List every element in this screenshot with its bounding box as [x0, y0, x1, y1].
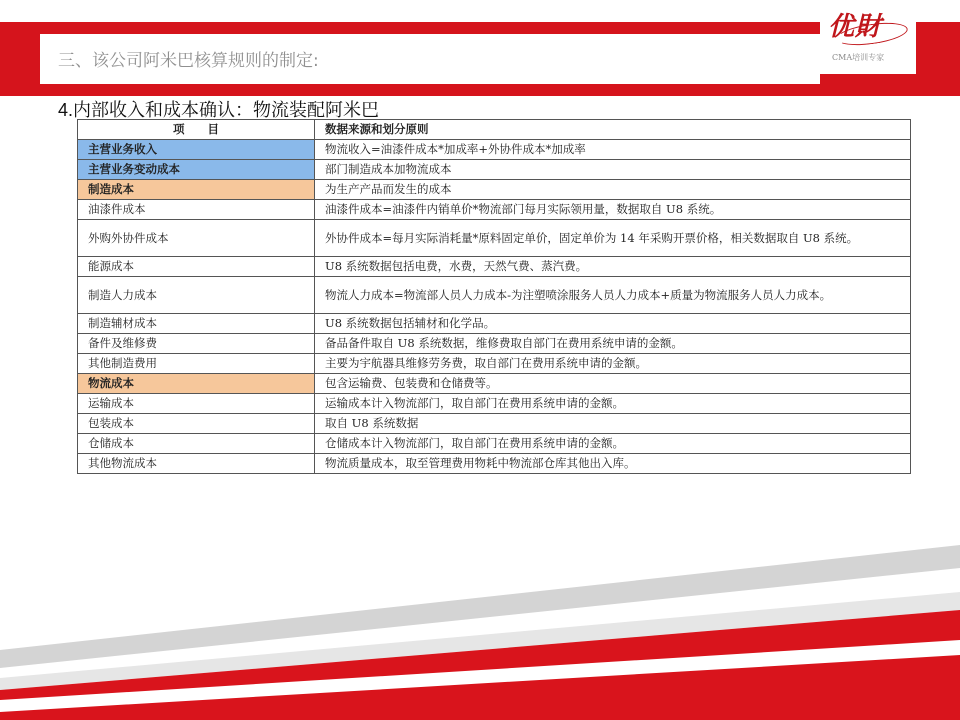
row-item: 主营业务变动成本 [78, 160, 315, 180]
row-item: 仓储成本 [78, 434, 315, 454]
row-rule: U8 系统数据包括电费，水费，天然气费、蒸汽费。 [315, 257, 911, 277]
row-rule: U8 系统数据包括辅材和化学品。 [315, 314, 911, 334]
logo-subtitle: CMA培训专家 [832, 53, 885, 62]
row-rule: 包含运输费、包装费和仓储费等。 [315, 374, 911, 394]
row-rule: 备品备件取自 U8 系统数据，维修费取自部门在费用系统申请的金额。 [315, 334, 911, 354]
table-row [78, 160, 911, 180]
row-rule: 运输成本计入物流部门，取自部门在费用系统申请的金额。 [315, 394, 911, 414]
row-item: 物流成本 [78, 374, 315, 394]
section-subtitle: 4.内部收入和成本确认：物流装配阿米巴 [58, 100, 380, 120]
row-item: 制造成本 [78, 180, 315, 200]
row-rule: 油漆件成本=油漆件内销单价*物流部门每月实际领用量，数据取自 U8 系统。 [315, 200, 911, 220]
row-item: 主营业务收入 [78, 140, 315, 160]
table-row [78, 414, 911, 434]
row-rule: 物流人力成本=物流部人员人力成本-为注塑喷涂服务人员人力成本+质量为物流服务人员人力成本。 [315, 277, 911, 314]
row-rule: 取自 U8 系统数据 [315, 414, 911, 434]
row-rule: 仓储成本计入物流部门，取自部门在费用系统申请的金额。 [315, 434, 911, 454]
logo: 优財 [828, 12, 883, 42]
row-item: 制造人力成本 [78, 277, 315, 314]
row-item: 制造辅材成本 [78, 314, 315, 334]
table-row [78, 454, 911, 474]
row-rule: 主要为宇航器具维修劳务费，取自部门在费用系统申请的金额。 [315, 354, 911, 374]
row-item: 外购外协件成本 [78, 220, 315, 257]
table-row [78, 434, 911, 454]
row-item: 运输成本 [78, 394, 315, 414]
row-item: 其他物流成本 [78, 454, 315, 474]
table-row [78, 257, 911, 277]
header-item: 项 目 [78, 120, 315, 140]
table-row [78, 334, 911, 354]
table-row [78, 277, 911, 314]
header-rule: 数据来源和划分原则 [315, 120, 911, 140]
slide-title: 三、该公司阿米巴核算规则的制定: [58, 51, 319, 71]
row-item: 包装成本 [78, 414, 315, 434]
row-rule: 物流收入=油漆件成本*加成率+外协件成本*加成率 [315, 140, 911, 160]
table-row [78, 314, 911, 334]
table-row [78, 180, 911, 200]
row-rule: 外协件成本=每月实际消耗量*原料固定单价，固定单价为 14 年采购开票价格，相关数据取自 U8 系统。 [315, 220, 911, 257]
row-rule: 部门制造成本加物流成本 [315, 160, 911, 180]
table-row [78, 220, 911, 257]
table-row [78, 374, 911, 394]
table-header-row [78, 120, 911, 140]
row-rule: 物流质量成本，取至管理费用物耗中物流部仓库其他出入库。 [315, 454, 911, 474]
row-item: 备件及维修费 [78, 334, 315, 354]
table-row [78, 354, 911, 374]
row-item: 能源成本 [78, 257, 315, 277]
row-item: 其他制造费用 [78, 354, 315, 374]
cost-rule-table [77, 119, 911, 474]
row-rule: 为生产产品而发生的成本 [315, 180, 911, 200]
table-row [78, 394, 911, 414]
table-row [78, 200, 911, 220]
table-row [78, 140, 911, 160]
row-item: 油漆件成本 [78, 200, 315, 220]
